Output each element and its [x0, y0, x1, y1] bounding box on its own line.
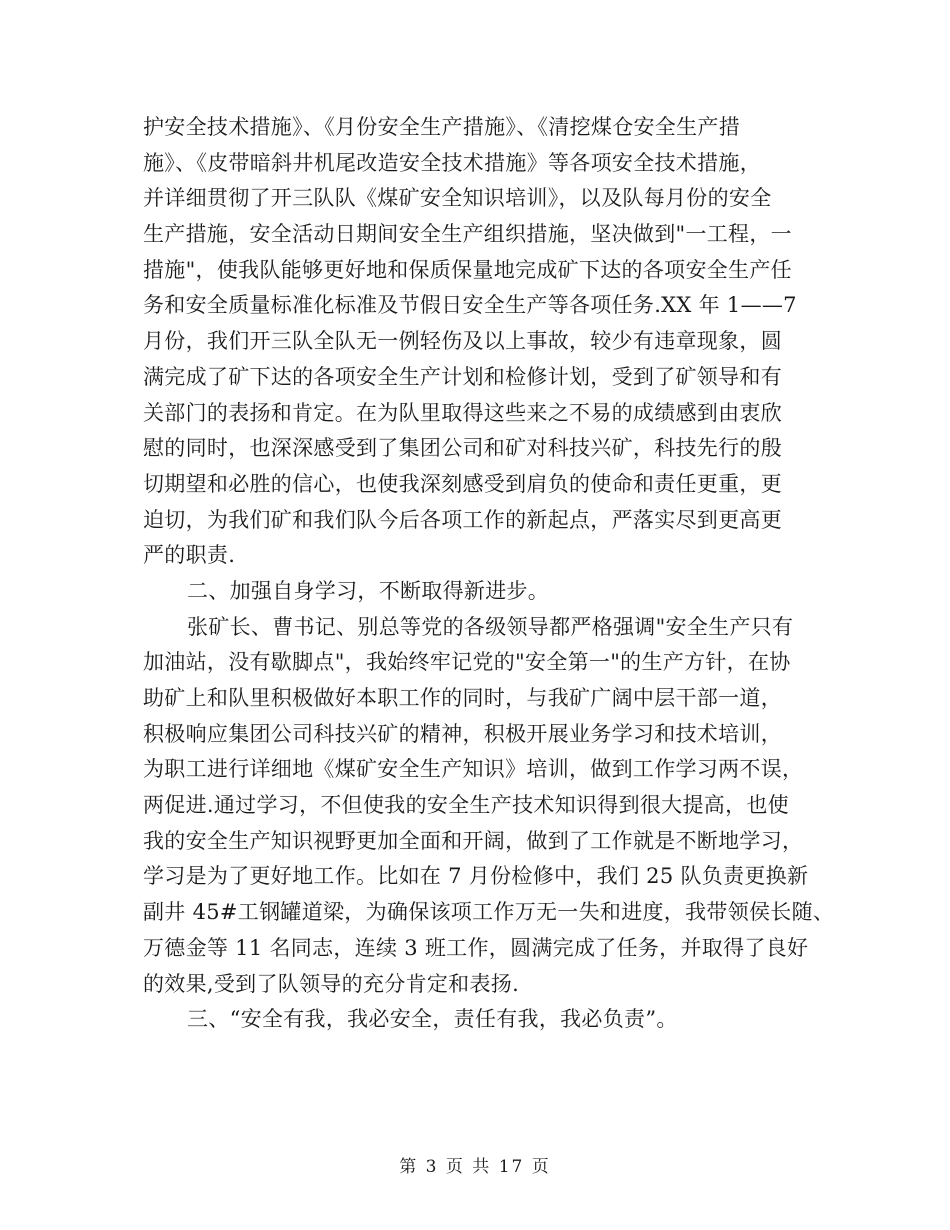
text-line: 严的职责. — [143, 543, 236, 568]
section-heading: 二、加强自身学习，不断取得新进步。 — [187, 578, 550, 603]
text-line: 施》、《皮带暗斜井机尾改造安全技术措施》等各项安全技术措施， — [143, 150, 761, 175]
text-line: 的效果,受到了队领导的充分肯定和表扬. — [143, 971, 520, 996]
text-line: 万德金等 11 名同志，连续 3 班工作，圆满完成了任务，并取得了良好 — [143, 935, 809, 960]
paragraph-first-line: 张矿长、曹书记、别总等党的各级领导都严格强调"安全生产只有 — [187, 614, 794, 639]
text-line: 为职工进行详细地《煤矿安全生产知识》培训，做到工作学习两不误， — [143, 757, 804, 782]
section-heading: 三、“安全有我，我必安全，责任有我，我必负责”。 — [187, 1007, 678, 1032]
text-line: 措施"，使我队能够更好地和保质保量地完成矿下达的各项安全生产任 — [143, 257, 792, 282]
text-line: 迫切，为我们矿和我们队今后各项工作的新起点，严落实尽到更高更 — [143, 507, 782, 532]
text-line: 切期望和必胜的信心，也使我深刻感受到肩负的使命和责任更重，更 — [143, 471, 782, 496]
text-line: 积极响应集团公司科技兴矿的精神，积极开展业务学习和技术培训， — [143, 721, 782, 746]
text-line: 满完成了矿下达的各项安全生产计划和检修计划，受到了矿领导和有 — [143, 364, 782, 389]
text-line: 务和安全质量标准化标准及节假日安全生产等各项任务.XX 年 1——7 — [143, 293, 797, 318]
text-line: 加油站，没有歇脚点"，我始终牢记党的"安全第一"的生产方针，在协 — [143, 650, 791, 675]
text-line: 我的安全生产知识视野更加全面和开阔，做到了工作就是不断地学习， — [143, 828, 804, 853]
text-line: 助矿上和队里积极做好本职工作的同时，与我矿广阔中层干部一道， — [143, 686, 782, 710]
text-line: 生产措施，安全活动日期间安全生产组织措施，坚决做到"一工程，一 — [143, 222, 792, 247]
document-body — [143, 110, 835, 1038]
text-line: 两促进.通过学习，不但使我的安全生产技术知识得到很大提高，也使 — [143, 793, 789, 818]
text-line: 护安全技术措施》、《月份安全生产措施》、《清挖煤仓安全生产措 — [143, 115, 740, 139]
text-line: 关部门的表扬和肯定。在为队里取得这些来之不易的成绩感到由衷欣 — [143, 400, 782, 425]
text-line: 学习是为了更好地工作。比如在 7 月份检修中，我们 25 队负责更换新 — [143, 864, 809, 889]
text-line: 月份，我们开三队全队无一例轻伤及以上事故，较少有违章现象，圆 — [143, 329, 782, 354]
page-number-footer: 第 3 页 共 17 页 — [399, 1157, 551, 1177]
text-line: 并详细贯彻了开三队队《煤矿安全知识培训》，以及队每月份的安全 — [143, 186, 772, 211]
text-line: 慰的同时，也深深感受到了集团公司和矿对科技兴矿，科技先行的殷 — [143, 436, 782, 461]
text-line: 副井 45#工钢罐道梁，为确保该项工作万无一失和进度，我带领侯长随、 — [143, 900, 835, 925]
